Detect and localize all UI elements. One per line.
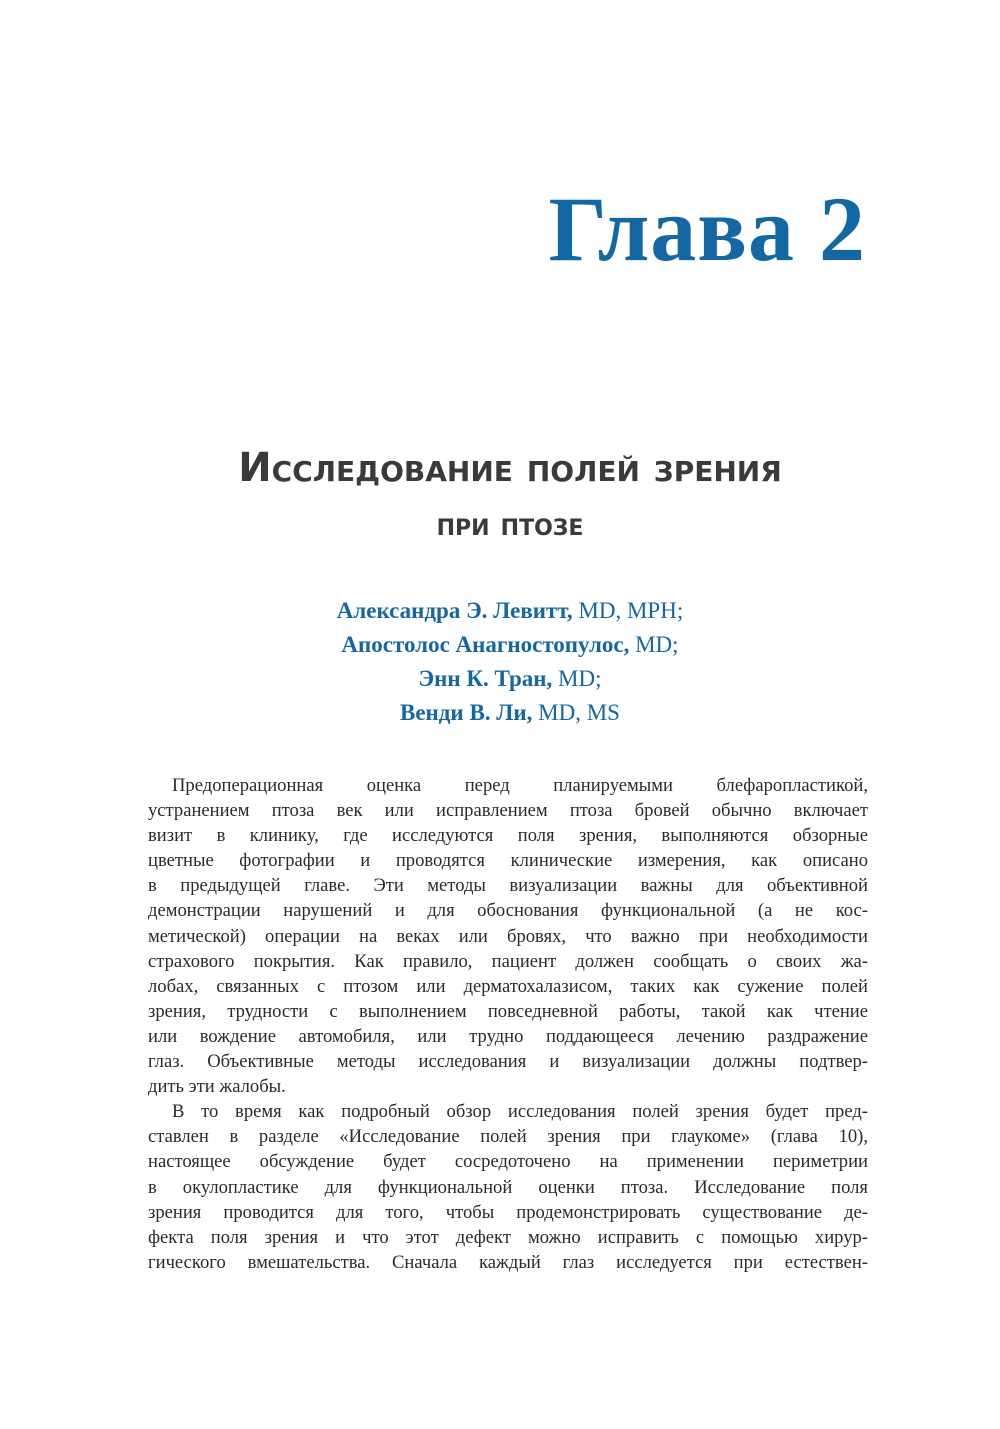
text-line: лобах, связанных с птозом или дерматохалазисом, таких как сужение полей <box>148 975 868 997</box>
text-line: зрения проводится для того, чтобы продемонстрировать существование де- <box>148 1201 868 1223</box>
author-name: Апостолос Анагностопулос, <box>341 632 630 657</box>
chapter-title <box>150 440 870 552</box>
text-line: В то время как подробный обзор исследования полей зрения будет пред- <box>172 1101 868 1123</box>
text-line: или вождение автомобиля, или трудно поддающееся лечению раздражение <box>148 1025 868 1047</box>
author-entry <box>100 628 920 662</box>
text-line: в предыдущей главе. Эти методы визуализации важны для объективной <box>148 875 868 897</box>
text-line: визит в клинику, где исследуются поля зрения, выполняются обзорные <box>148 825 868 847</box>
author-degree: MD; <box>552 666 602 691</box>
text-line: гического вмешательства. Сначала каждый глаз исследуется при естествен- <box>148 1251 868 1273</box>
text-line: метической) операции на веках или бровях, что важно при необходимости <box>148 925 868 947</box>
text-line: в окулопластике для функциональной оценки птоза. Исследование поля <box>148 1176 868 1198</box>
text-line: демонстрации нарушений и для обоснования функциональной (а не кос- <box>148 900 868 922</box>
text-line: цветные фотографии и проводятся клинические измерения, как описано <box>148 850 868 872</box>
text-line: устранением птоза век или исправлением птоза бровей обычно включает <box>148 800 868 822</box>
text-line: Предоперационная оценка перед планируемыми блефаропластикой, <box>172 775 868 796</box>
author-entry <box>100 662 920 696</box>
chapter-label: Глава 2 <box>548 178 866 280</box>
author-name: Александра Э. Левитт, <box>336 598 573 623</box>
author-entry <box>100 696 920 730</box>
text-line: дить эти жалобы. <box>148 1076 286 1098</box>
text-line: фекта поля зрения и что этот дефект можно исправить с помощью хирур- <box>148 1226 868 1248</box>
text-line: настоящее обсуждение будет сосредоточено на применении периметрии <box>148 1151 868 1173</box>
body-text <box>148 773 868 1275</box>
paragraph-2 <box>148 1099 868 1275</box>
text-line: ставлен в разделе «Исследование полей зрения при глаукоме» (глава 10), <box>148 1126 868 1148</box>
author-list <box>100 594 920 730</box>
author-degree: MD; <box>629 632 679 657</box>
text-line: глаз. Объективные методы исследования и визуализации должны подтвер- <box>148 1051 868 1073</box>
text-line: зрения, трудности с выполнением повседневной работы, такой как чтение <box>148 1000 868 1022</box>
chapter-title-line-1: Исследование полей зрения <box>238 445 782 491</box>
paragraph-1 <box>148 773 868 1099</box>
chapter-title-line-2: при птозе <box>436 505 584 543</box>
author-degree: MD, MS <box>532 700 620 725</box>
author-name: Венди В. Ли, <box>400 700 533 725</box>
text-line: страхового покрытия. Как правило, пациент должен сообщать о своих жа- <box>148 950 868 972</box>
author-name: Энн К. Тран, <box>418 666 553 691</box>
author-entry <box>100 594 920 628</box>
author-degree: MD, MPH; <box>572 598 684 623</box>
